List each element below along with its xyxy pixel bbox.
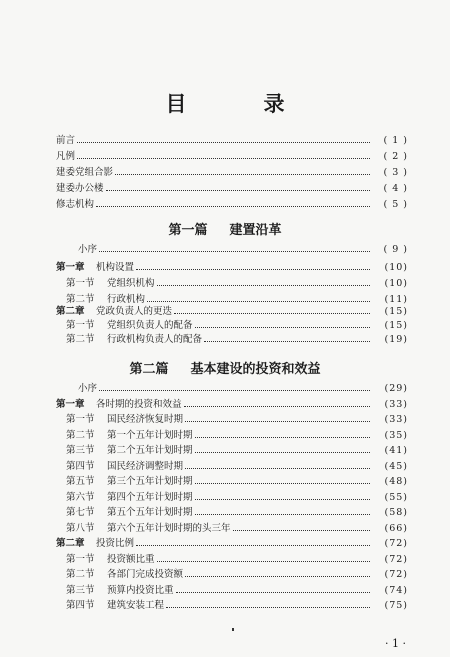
toc-entry[interactable] <box>56 150 408 163</box>
toc-entry-label: 第一章 <box>56 399 85 410</box>
toc-section-entry[interactable] <box>66 506 408 519</box>
dot-leader <box>157 285 370 286</box>
toc-entry-page: (11) <box>384 294 408 305</box>
toc-section-entry[interactable] <box>66 277 408 290</box>
toc-section-entry[interactable] <box>66 568 408 581</box>
part-2-name: 基本建设的投资和效益 <box>190 362 321 377</box>
dot-leader <box>195 437 370 438</box>
toc-entry-page: (74) <box>384 585 408 596</box>
toc-entry-label: 第一节 <box>66 320 95 331</box>
toc-entry-text: 投资额比重 <box>107 554 155 565</box>
toc-entry-label: 第一节 <box>66 554 95 565</box>
toc-entry-page: (75) <box>384 600 408 611</box>
toc-entry-text: 第三个五年计划时期 <box>107 476 193 487</box>
toc-entry-text: 第四个五年计划时期 <box>107 492 193 503</box>
toc-entry-page: (35) <box>384 430 408 441</box>
toc-entry-label: 第二节 <box>66 569 95 580</box>
toc-section-entry[interactable] <box>66 319 408 332</box>
toc-entry-page: (72) <box>384 569 408 580</box>
toc-entry[interactable] <box>78 382 408 395</box>
toc-section-entry[interactable] <box>66 444 408 457</box>
dot-leader <box>136 269 370 270</box>
toc-section-entry[interactable] <box>66 553 408 566</box>
toc-entry-page: ( 4 ) <box>383 183 408 194</box>
toc-entry-label: 第七节 <box>66 507 95 518</box>
toc-entry-text: 建委办公楼 <box>56 183 104 194</box>
dot-leader <box>176 592 370 593</box>
toc-entry-label: 第二章 <box>56 538 85 549</box>
dot-leader <box>77 142 370 143</box>
part-2-label: 第二篇 <box>129 362 169 377</box>
toc-entry-text: 机构设置 <box>96 262 135 273</box>
toc-section-entry[interactable] <box>66 460 408 473</box>
toc-entry-text: 国民经济调整时期 <box>107 461 184 472</box>
dot-leader <box>136 545 370 546</box>
toc-chapter-entry[interactable] <box>56 261 408 274</box>
toc-entry-label: 第四节 <box>66 600 95 611</box>
dot-leader <box>157 561 370 562</box>
toc-entry-label: 第五节 <box>66 476 95 487</box>
dot-leader <box>195 514 370 515</box>
toc-entry-page: ( 9 ) <box>383 244 408 255</box>
dot-leader <box>166 607 370 608</box>
toc-entry-page: ( 5 ) <box>383 199 408 210</box>
toc-entry-label: 第六节 <box>66 492 95 503</box>
toc-entry-page: (29) <box>384 383 408 394</box>
toc-entry-page: (33) <box>384 414 408 425</box>
toc-entry-text: 第二个五年计划时期 <box>107 445 193 456</box>
dot-leader <box>233 530 370 531</box>
dot-leader <box>77 158 370 159</box>
toc-section-entry[interactable] <box>66 491 408 504</box>
toc-entry[interactable] <box>78 243 408 256</box>
dot-leader <box>195 499 370 500</box>
toc-entry-text: 党组织负责人的配备 <box>107 320 193 331</box>
toc-section-entry[interactable] <box>66 429 408 442</box>
print-speck <box>232 628 234 631</box>
toc-entry-label: 第二节 <box>66 294 95 305</box>
part-1-label: 第一篇 <box>168 223 208 238</box>
dot-leader <box>174 313 370 314</box>
toc-entry-page: (15) <box>384 306 408 317</box>
toc-entry[interactable] <box>56 134 408 147</box>
page-number: · 1 · <box>385 637 406 650</box>
dot-leader <box>184 406 370 407</box>
dot-leader <box>99 390 370 391</box>
toc-entry-text: 党组织机构 <box>107 278 155 289</box>
dot-leader <box>195 483 370 484</box>
toc-entry-text: 国民经济恢复时期 <box>107 414 184 425</box>
toc-entry-label: 第一节 <box>66 414 95 425</box>
toc-entry-text: 建委党组合影 <box>56 167 114 178</box>
toc-entry-text: 各部门完成投资额 <box>107 569 184 580</box>
toc-entry-text: 凡例 <box>56 151 76 162</box>
page-title: 目 录 <box>165 91 313 116</box>
toc-entry-label: 第一节 <box>66 278 95 289</box>
toc-section-entry[interactable] <box>66 599 408 612</box>
toc-section-entry[interactable] <box>66 413 408 426</box>
toc-entry-text: 小序 <box>78 244 98 255</box>
toc-entry-label: 第二节 <box>66 334 95 345</box>
dot-leader <box>204 341 370 342</box>
part-1-name: 建置沿革 <box>229 223 282 238</box>
dot-leader <box>99 251 370 252</box>
toc-entry-page: (15) <box>384 320 408 331</box>
toc-entry-page: (10) <box>384 278 408 289</box>
toc-section-entry[interactable] <box>66 584 408 597</box>
part-2-heading <box>0 358 450 377</box>
toc-entry-label: 第一章 <box>56 262 85 273</box>
toc-entry-text: 前言 <box>56 135 76 146</box>
toc-entry-label: 第三节 <box>66 585 95 596</box>
toc-entry-page: (72) <box>384 554 408 565</box>
toc-entry-page: ( 3 ) <box>383 167 408 178</box>
dot-leader <box>185 576 370 577</box>
dot-leader <box>115 174 370 175</box>
toc-entry-text: 行政机构负责人的配备 <box>107 334 203 345</box>
toc-entry[interactable] <box>56 182 408 195</box>
toc-chapter-entry[interactable] <box>56 398 408 411</box>
toc-chapter-entry[interactable] <box>56 537 408 550</box>
toc-entry-page: (19) <box>384 334 408 345</box>
toc-entry-page: (66) <box>384 523 408 534</box>
toc-entry-page: (72) <box>384 538 408 549</box>
toc-entry-text: 各时期的投资和效益 <box>96 399 182 410</box>
toc-entry-text: 建筑安装工程 <box>107 600 165 611</box>
toc-entry-text: 预算内投资比重 <box>107 585 174 596</box>
toc-entry-text: 第五个五年计划时期 <box>107 507 193 518</box>
dot-leader <box>147 301 370 302</box>
toc-entry-text: 第六个五年计划时期的头三年 <box>107 523 231 534</box>
toc-entry-text: 小序 <box>78 383 98 394</box>
toc-entry-label: 第二节 <box>66 430 95 441</box>
toc-entry-page: (10) <box>384 262 408 273</box>
toc-entry[interactable] <box>56 166 408 179</box>
toc-entry-label: 第四节 <box>66 461 95 472</box>
toc-section-entry[interactable] <box>66 522 408 535</box>
toc-entry-text: 投资比例 <box>96 538 135 549</box>
toc-entry-text: 行政机构 <box>107 294 146 305</box>
dot-leader <box>96 206 370 207</box>
dot-leader <box>185 468 370 469</box>
toc-entry-text: 修志机构 <box>56 199 95 210</box>
toc-section-entry[interactable] <box>66 475 408 488</box>
toc-entry-page: (58) <box>384 507 408 518</box>
toc-entry-page: ( 2 ) <box>383 151 408 162</box>
toc-entry-page: (48) <box>384 476 408 487</box>
part-1-heading <box>0 219 450 238</box>
toc-chapter-entry[interactable] <box>56 305 408 318</box>
toc-entry[interactable] <box>56 198 408 211</box>
toc-entry-page: (55) <box>384 492 408 503</box>
toc-entry-label: 第三节 <box>66 445 95 456</box>
dot-leader <box>106 190 370 191</box>
toc-entry-label: 第八节 <box>66 523 95 534</box>
toc-entry-page: (41) <box>384 445 408 456</box>
dot-leader <box>185 421 370 422</box>
toc-entry-label: 第二章 <box>56 306 85 317</box>
dot-leader <box>195 327 370 328</box>
toc-entry-text: 党政负责人的更迭 <box>96 306 173 317</box>
toc-entry-page: (45) <box>384 461 408 472</box>
toc-entry-page: (33) <box>384 399 408 410</box>
toc-entry-text: 第一个五年计划时期 <box>107 430 193 441</box>
toc-entry-page: ( 1 ) <box>383 135 408 146</box>
dot-leader <box>195 452 370 453</box>
toc-section-entry[interactable] <box>66 333 408 346</box>
